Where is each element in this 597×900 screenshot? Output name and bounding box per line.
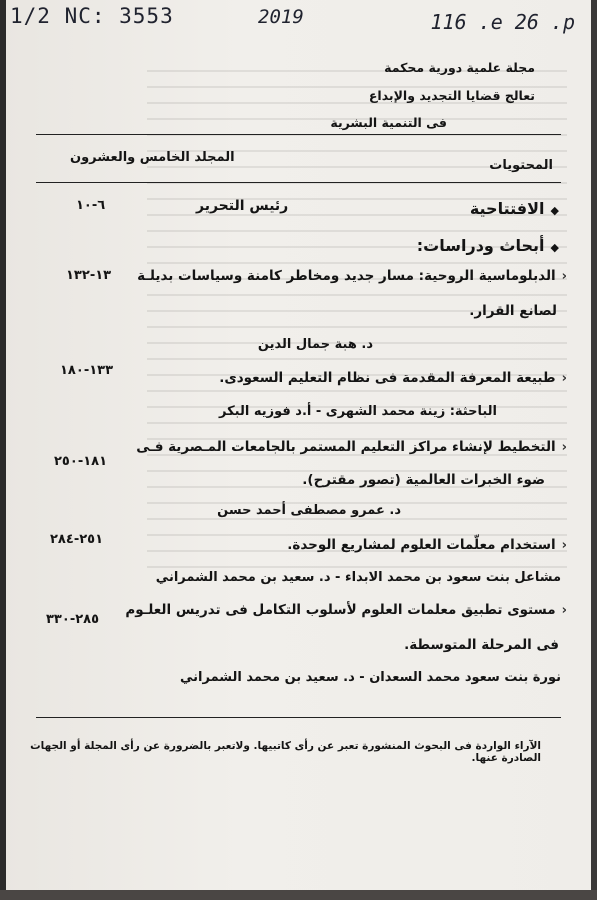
article-title <box>125 602 567 618</box>
divider-header <box>36 182 561 183</box>
toc-title: المحتويات <box>489 158 553 173</box>
article-title-text: التخطيط لإنشاء مراكز التعليم المستمر بالجامعات المـصرية فـى <box>136 439 556 455</box>
article-pages: ٢٥١-٢٨٤ <box>50 532 104 547</box>
journal-description-line-1: مجلة علمية دورية محكمة <box>384 60 535 75</box>
article-authors: مشاعل بنت سعود بن محمد الابداء - د. سعيد بن محمد الشمراني <box>155 570 561 585</box>
article-title <box>287 537 567 553</box>
article-authors: الباحثة: زينة محمد الشهرى - أ.د فوزيه البكر <box>219 404 497 419</box>
article-title-text: الدبلوماسية الروحية: مسار جديد ومخاطر كامنة وسياسات بديلـة <box>137 268 556 284</box>
article-title-text: طبيعة المعرفة المقدمة فى نظام التعليم السعودى. <box>219 370 556 386</box>
journal-description-line-2: تعالج قضايا التجديد والإبداع <box>368 88 535 103</box>
handwritten-year: 2019 <box>258 6 304 28</box>
handwritten-call-number: 1/2 NC: 3553 <box>10 4 174 28</box>
article-authors: د. عمرو مصطفى أحمد حسن <box>217 503 401 518</box>
article-pages: ١٣-١٣٢ <box>66 268 112 283</box>
scan-edge-left <box>0 0 6 900</box>
chevron-bullet-icon: ‹ <box>561 603 567 618</box>
opening-pages: ٦-١٠ <box>76 198 106 213</box>
article-title-continuation: ضوء الخبرات العالمية (تصور مقترح). <box>302 472 545 488</box>
article-title-text: مستوى تطبيق معلمات العلوم لأسلوب التكامل فى تدريس العلـوم <box>125 602 556 618</box>
article-title <box>137 268 567 284</box>
article-authors: نورة بنت سعود محمد السعدان - د. سعيد بن محمد الشمراني <box>180 670 561 685</box>
article-title-continuation: فى المرحلة المتوسطة. <box>404 637 559 653</box>
chevron-bullet-icon: ‹ <box>561 269 567 284</box>
divider-top <box>36 134 561 135</box>
journal-description-line-3: فى التنمية البشرية <box>330 115 447 130</box>
chevron-bullet-icon: ‹ <box>561 371 567 386</box>
scan-edge-right <box>591 0 597 900</box>
divider-footer <box>36 717 561 718</box>
scan-edge-bottom <box>0 890 597 900</box>
article-title <box>219 370 567 386</box>
section-label: أبحاث ودراسات: <box>416 236 545 255</box>
diamond-bullet-icon: ◆ <box>550 204 559 217</box>
toc-section-research <box>417 236 559 255</box>
section-label: الافتتاحية <box>469 199 545 218</box>
article-authors: د. هبة جمال الدين <box>257 337 373 352</box>
article-title <box>136 439 567 455</box>
article-pages: ١٨١-٢٥٠ <box>54 454 108 469</box>
diamond-bullet-icon: ◆ <box>550 241 559 254</box>
handwritten-reference: 116 .e 26 .p <box>430 10 575 34</box>
article-title-text: استخدام معلّمات العلوم لمشاريع الوحدة. <box>287 537 556 553</box>
toc-section-opening <box>470 199 559 218</box>
chevron-bullet-icon: ‹ <box>561 440 567 455</box>
volume-label: المجلد الخامس والعشرون <box>70 150 235 165</box>
chevron-bullet-icon: ‹ <box>561 538 567 553</box>
article-pages: ١٣٣-١٨٠ <box>60 363 114 378</box>
article-pages: ٢٨٥-٣٣٠ <box>46 612 100 627</box>
disclaimer-note: الآراء الواردة فى البحوث المنشورة تعبر عن رأى كاتبيها. ولاتعبر بالضرورة عن رأى المجلة أو الجهات الصادرة عنها. <box>30 740 541 764</box>
article-title-continuation: لصانع القرار. <box>469 303 557 319</box>
opening-author: رئيس التحرير <box>196 198 289 214</box>
